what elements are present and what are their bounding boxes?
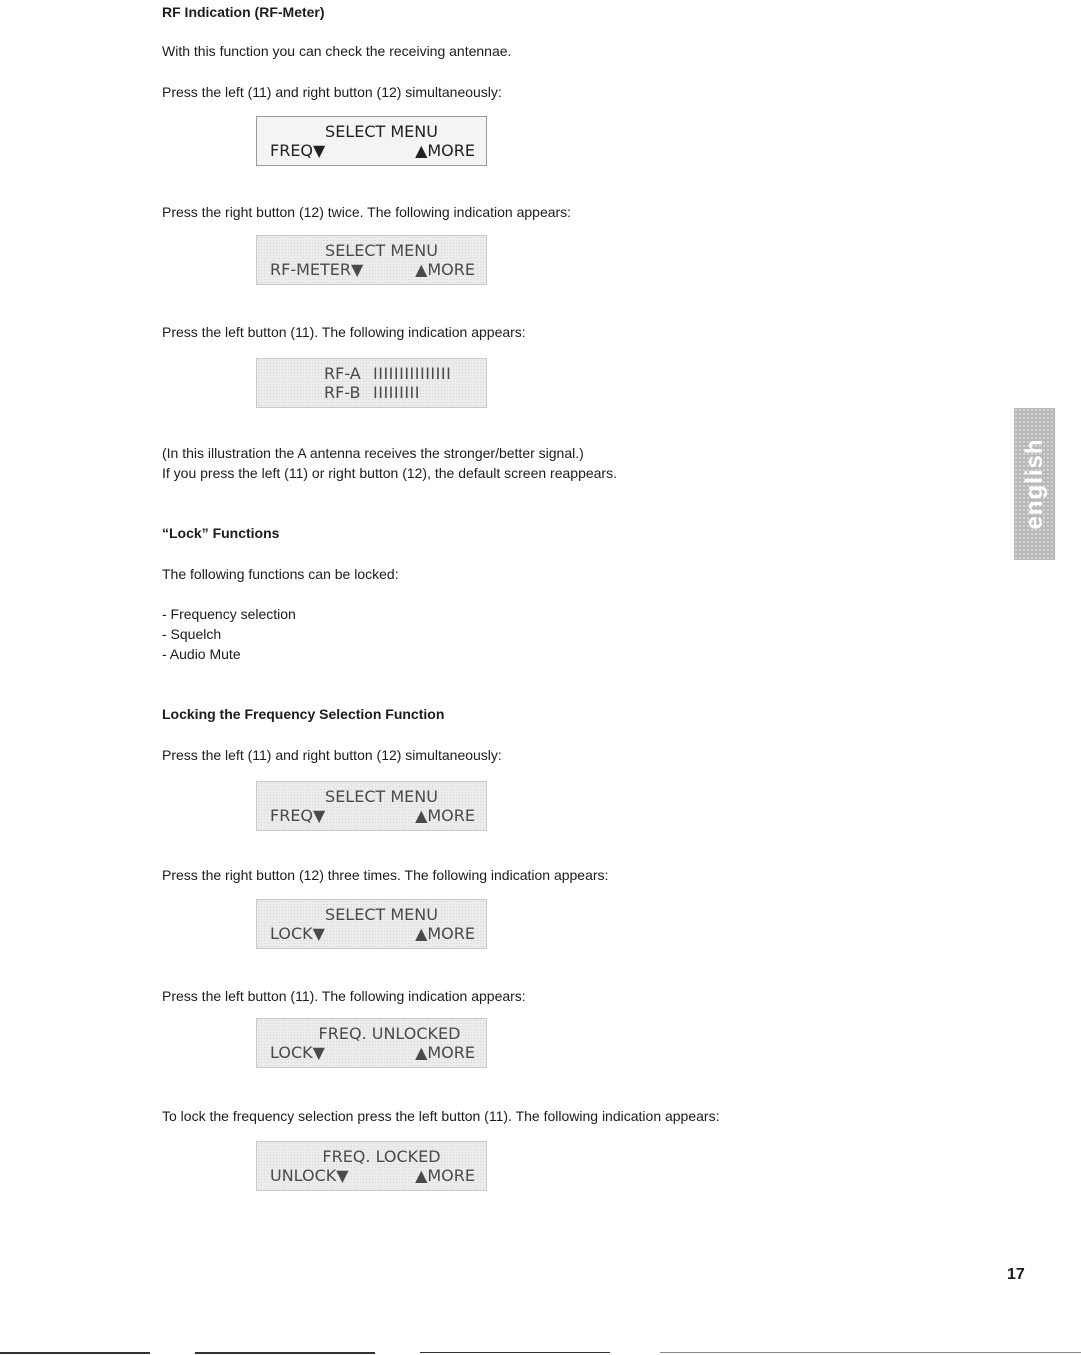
freq-lock-step1-text: Press the left (11) and right button (12) simultaneously: bbox=[162, 747, 502, 763]
lcd-right-label: ▲MORE bbox=[415, 806, 475, 825]
rf-step2-text: Press the right button (12) twice. The following indication appears: bbox=[162, 204, 572, 220]
lcd-display-select-menu-rf-meter bbox=[256, 235, 487, 285]
lcd-right-label: ▲MORE bbox=[415, 1166, 475, 1185]
lcd-left-label: LOCK▼ bbox=[270, 1043, 325, 1062]
list-item: - Audio Mute bbox=[162, 646, 241, 662]
freq-lock-step3-text: Press the left button (11). The following indication appears: bbox=[162, 988, 526, 1004]
lock-intro-text: The following functions can be locked: bbox=[162, 566, 399, 582]
rf-step3-text: Press the left button (11). The following indication appears: bbox=[162, 324, 526, 340]
bottom-rule bbox=[420, 1352, 610, 1353]
rf-a-label: RF-A bbox=[324, 364, 361, 383]
language-side-tab bbox=[1014, 408, 1055, 560]
language-tab-label: english bbox=[1020, 438, 1048, 530]
lcd-left-label: FREQ▼ bbox=[270, 141, 326, 160]
lcd-left-label: FREQ▼ bbox=[270, 806, 326, 825]
lcd-right-label: ▲MORE bbox=[415, 141, 475, 160]
rf-a-level-bars: IIIIIIIIIIIIIII bbox=[373, 364, 452, 383]
lcd-right-label: ▲MORE bbox=[415, 260, 475, 279]
rf-b-level-bars: IIIIIIIII bbox=[373, 383, 420, 402]
lcd-right-label: ▲MORE bbox=[415, 924, 475, 943]
rf-note-text: (In this illustration the A antenna receives the stronger/better signal.) bbox=[162, 445, 584, 461]
freq-lock-step4-text: To lock the frequency selection press the left button (11). The following indication appears: bbox=[162, 1108, 720, 1124]
lcd-line1: FREQ. LOCKED bbox=[322, 1147, 441, 1166]
rf-b-label: RF-B bbox=[324, 383, 361, 402]
section-heading-lock: “Lock” Functions bbox=[162, 525, 280, 541]
bottom-rule bbox=[0, 1352, 150, 1354]
lcd-line1: FREQ. UNLOCKED bbox=[318, 1024, 461, 1043]
page-number: 17 bbox=[1007, 1266, 1025, 1283]
section-heading-rf: RF Indication (RF-Meter) bbox=[162, 4, 325, 20]
lcd-left-label: LOCK▼ bbox=[270, 924, 325, 943]
lcd-display-freq-unlocked bbox=[256, 1018, 487, 1068]
list-item: - Squelch bbox=[162, 626, 222, 642]
bottom-rule bbox=[660, 1352, 1081, 1353]
lcd-left-label: RF-METER▼ bbox=[270, 260, 364, 279]
freq-lock-step2-text: Press the right button (12) three times. The following indication appears: bbox=[162, 867, 609, 883]
lcd-line1: SELECT MENU bbox=[325, 122, 438, 141]
rf-intro-text: With this function you can check the receiving antennae. bbox=[162, 43, 512, 59]
lcd-display-select-menu-lock bbox=[256, 899, 487, 949]
rf-step1-text: Press the left (11) and right button (12) simultaneously: bbox=[162, 84, 502, 100]
section-heading-freq-lock: Locking the Frequency Selection Function bbox=[162, 706, 445, 722]
lcd-left-label: UNLOCK▼ bbox=[270, 1166, 349, 1185]
list-item: - Frequency selection bbox=[162, 606, 296, 622]
lcd-right-label: ▲MORE bbox=[415, 1043, 475, 1062]
lcd-line1: SELECT MENU bbox=[325, 241, 438, 260]
bottom-rule bbox=[195, 1352, 375, 1354]
lcd-display-select-menu-freq bbox=[256, 116, 487, 166]
lcd-display-freq-locked bbox=[256, 1141, 487, 1191]
rf-default-screen-text: If you press the left (11) or right button (12), the default screen reappears. bbox=[162, 465, 617, 481]
lcd-display-rf-meter bbox=[256, 358, 487, 408]
lcd-line1: SELECT MENU bbox=[325, 787, 438, 806]
lcd-line1: SELECT MENU bbox=[325, 905, 438, 924]
lcd-display-select-menu-freq bbox=[256, 781, 487, 831]
